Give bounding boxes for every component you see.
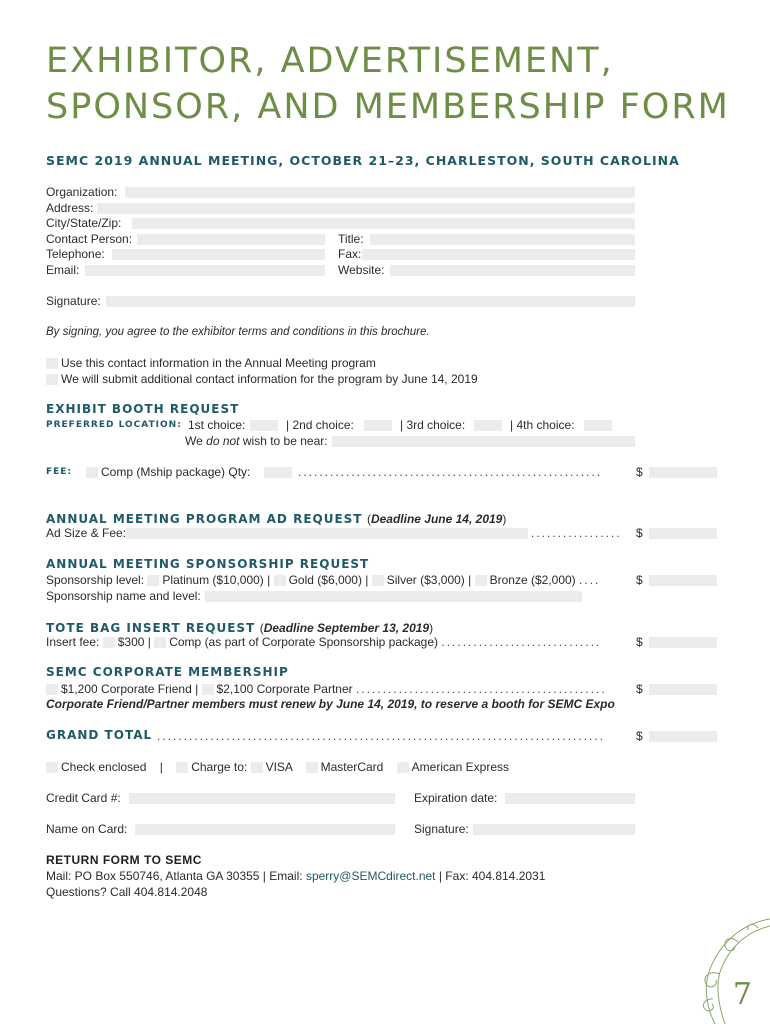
checkbox[interactable] <box>46 374 58 385</box>
page-number: 7 <box>732 977 752 1012</box>
membership-note: Corporate Friend/Partner members must renew by June 14, 2019, to reserve a booth for SEMC Expo <box>46 697 615 711</box>
checkbox[interactable] <box>306 762 318 773</box>
telephone-field[interactable] <box>112 249 325 260</box>
address-label: Address: <box>46 201 94 215</box>
ad-deadline: Deadline June 14, 2019 <box>370 512 503 526</box>
signature-field[interactable] <box>106 296 635 307</box>
choice3-field[interactable] <box>474 420 502 431</box>
dollar-sign: $ <box>636 635 643 649</box>
card-signature-field[interactable] <box>473 824 635 835</box>
choice4-label: | 4th choice: <box>510 418 575 432</box>
cc-number-field[interactable] <box>129 793 395 804</box>
flourish-ornament-icon <box>680 914 770 1024</box>
website-field[interactable] <box>390 265 635 276</box>
checkbox[interactable] <box>251 762 263 773</box>
choice3-label: | 3rd choice: <box>400 418 466 432</box>
contact-person-label: Contact Person: <box>46 232 133 246</box>
fee-option: Comp (Mship package) Qty: <box>86 465 250 479</box>
dollar-sign: $ <box>636 465 643 479</box>
checkbox[interactable] <box>475 575 487 586</box>
choice1-label: 1st choice: <box>188 418 246 432</box>
program-option-1: Use this contact information in the Annual Meeting program <box>46 356 376 370</box>
email-link[interactable]: sperry@SEMCdirect.net <box>305 869 436 883</box>
checkbox[interactable] <box>147 575 159 586</box>
membership-amount-field[interactable] <box>649 684 717 695</box>
leader-dots: ................. <box>531 526 622 540</box>
ad-heading-row: ANNUAL MEETING PROGRAM AD REQUEST (Deadline June 14, 2019) <box>46 512 507 526</box>
fax-label: Fax: <box>338 247 362 261</box>
page-title <box>46 38 746 130</box>
fee-label: FEE: <box>46 467 73 477</box>
sponsorship-level-row: Sponsorship level: Platinum ($10,000) | Gold ($6,000) | Silver ($3,000) | Bronze ($2,000) .... <box>46 573 601 587</box>
tote-amount-field[interactable] <box>649 637 717 648</box>
tote-heading: TOTE BAG INSERT REQUEST <box>46 621 256 635</box>
checkbox[interactable] <box>86 467 98 478</box>
fax-field[interactable] <box>362 249 635 260</box>
leader-dots: ......................................................... <box>298 465 603 479</box>
membership-heading: SEMC CORPORATE MEMBERSHIP <box>46 665 289 679</box>
ad-heading: ANNUAL MEETING PROGRAM AD REQUEST <box>46 512 363 526</box>
checkbox[interactable] <box>397 762 409 773</box>
email-field[interactable] <box>85 265 325 276</box>
sponsorship-heading: ANNUAL MEETING SPONSORSHIP REQUEST <box>46 557 370 571</box>
name-on-card-label: Name on Card: <box>46 822 128 836</box>
checkbox[interactable] <box>46 684 58 695</box>
membership-row: $1,200 Corporate Friend | $2,100 Corporate Partner ............................................... <box>46 682 607 696</box>
choice1-field[interactable] <box>250 420 278 431</box>
signature-label: Signature: <box>46 294 101 308</box>
sponsorship-name-label: Sponsorship name and level: <box>46 589 201 603</box>
checkbox[interactable] <box>46 358 58 369</box>
expiration-label: Expiration date: <box>414 791 498 805</box>
booth-amount-field[interactable] <box>649 467 717 478</box>
dollar-sign: $ <box>636 729 643 743</box>
tote-heading-row: TOTE BAG INSERT REQUEST (Deadline September 13, 2019) <box>46 621 434 635</box>
checkbox[interactable] <box>103 637 115 648</box>
city-label: City/State/Zip: <box>46 216 122 230</box>
booth-heading: EXHIBIT BOOTH REQUEST <box>46 402 240 416</box>
title-line-2: SPONSOR, AND MEMBERSHIP FORM <box>46 87 730 127</box>
choice4-field[interactable] <box>584 420 612 431</box>
avoid-field[interactable] <box>332 436 635 447</box>
checkbox[interactable] <box>274 575 286 586</box>
checkbox[interactable] <box>46 762 58 773</box>
choice2-field[interactable] <box>364 420 392 431</box>
return-mail-row: Mail: PO Box 550746, Atlanta GA 30355 | Email: sperry@SEMCdirect.net | Fax: 404.814.2031 <box>46 869 546 883</box>
dollar-sign: $ <box>636 682 643 696</box>
city-field[interactable] <box>132 218 635 229</box>
meeting-subtitle: SEMC 2019 ANNUAL MEETING, OCTOBER 21–23, CHARLESTON, SOUTH CAROLINA <box>46 153 680 168</box>
organization-field[interactable] <box>125 187 635 198</box>
program-option-2: We will submit additional contact information for the program by June 14, 2019 <box>46 372 478 386</box>
grand-total-label: GRAND TOTAL <box>46 728 153 742</box>
address-field[interactable] <box>97 203 635 214</box>
tote-deadline: Deadline September 13, 2019 <box>263 621 430 635</box>
checkbox[interactable] <box>202 684 214 695</box>
expiration-field[interactable] <box>505 793 635 804</box>
ad-size-label: Ad Size & Fee: <box>46 526 127 540</box>
name-on-card-field[interactable] <box>135 824 395 835</box>
return-questions: Questions? Call 404.814.2048 <box>46 885 208 899</box>
return-heading: RETURN FORM TO SEMC <box>46 853 202 867</box>
website-label: Website: <box>338 263 385 277</box>
grand-total-field[interactable] <box>649 731 717 742</box>
ad-amount-field[interactable] <box>649 528 717 539</box>
checkbox[interactable] <box>372 575 384 586</box>
title-field[interactable] <box>370 234 635 245</box>
qty-field[interactable] <box>264 467 292 478</box>
sponsorship-name-field[interactable] <box>205 591 582 602</box>
title-label: Title: <box>338 232 364 246</box>
card-signature-label: Signature: <box>414 822 469 836</box>
avoid-label: We do not wish to be near: <box>185 434 328 448</box>
organization-label: Organization: <box>46 185 118 199</box>
title-line-1: EXHIBITOR, ADVERTISEMENT, <box>46 41 614 81</box>
cc-number-label: Credit Card #: <box>46 791 121 805</box>
checkbox[interactable] <box>154 637 166 648</box>
sponsorship-amount-field[interactable] <box>649 575 717 586</box>
checkbox[interactable] <box>176 762 188 773</box>
ad-size-field[interactable] <box>126 528 528 539</box>
contact-person-field[interactable] <box>137 234 325 245</box>
preferred-location-label: PREFERRED LOCATION: <box>46 420 182 430</box>
telephone-label: Telephone: <box>46 247 105 261</box>
email-label: Email: <box>46 263 80 277</box>
leader-dots: .................................................................................... <box>157 729 606 743</box>
choice2-label: | 2nd choice: <box>286 418 354 432</box>
agreement-note: By signing, you agree to the exhibitor terms and conditions in this brochure. <box>46 326 430 338</box>
tote-fee-row: Insert fee: $300 | Comp (as part of Corporate Sponsorship package) .............................. <box>46 635 602 649</box>
payment-row: Check enclosed | Charge to: VISA MasterCard American Express <box>46 760 509 774</box>
dollar-sign: $ <box>636 526 643 540</box>
dollar-sign: $ <box>636 573 643 587</box>
